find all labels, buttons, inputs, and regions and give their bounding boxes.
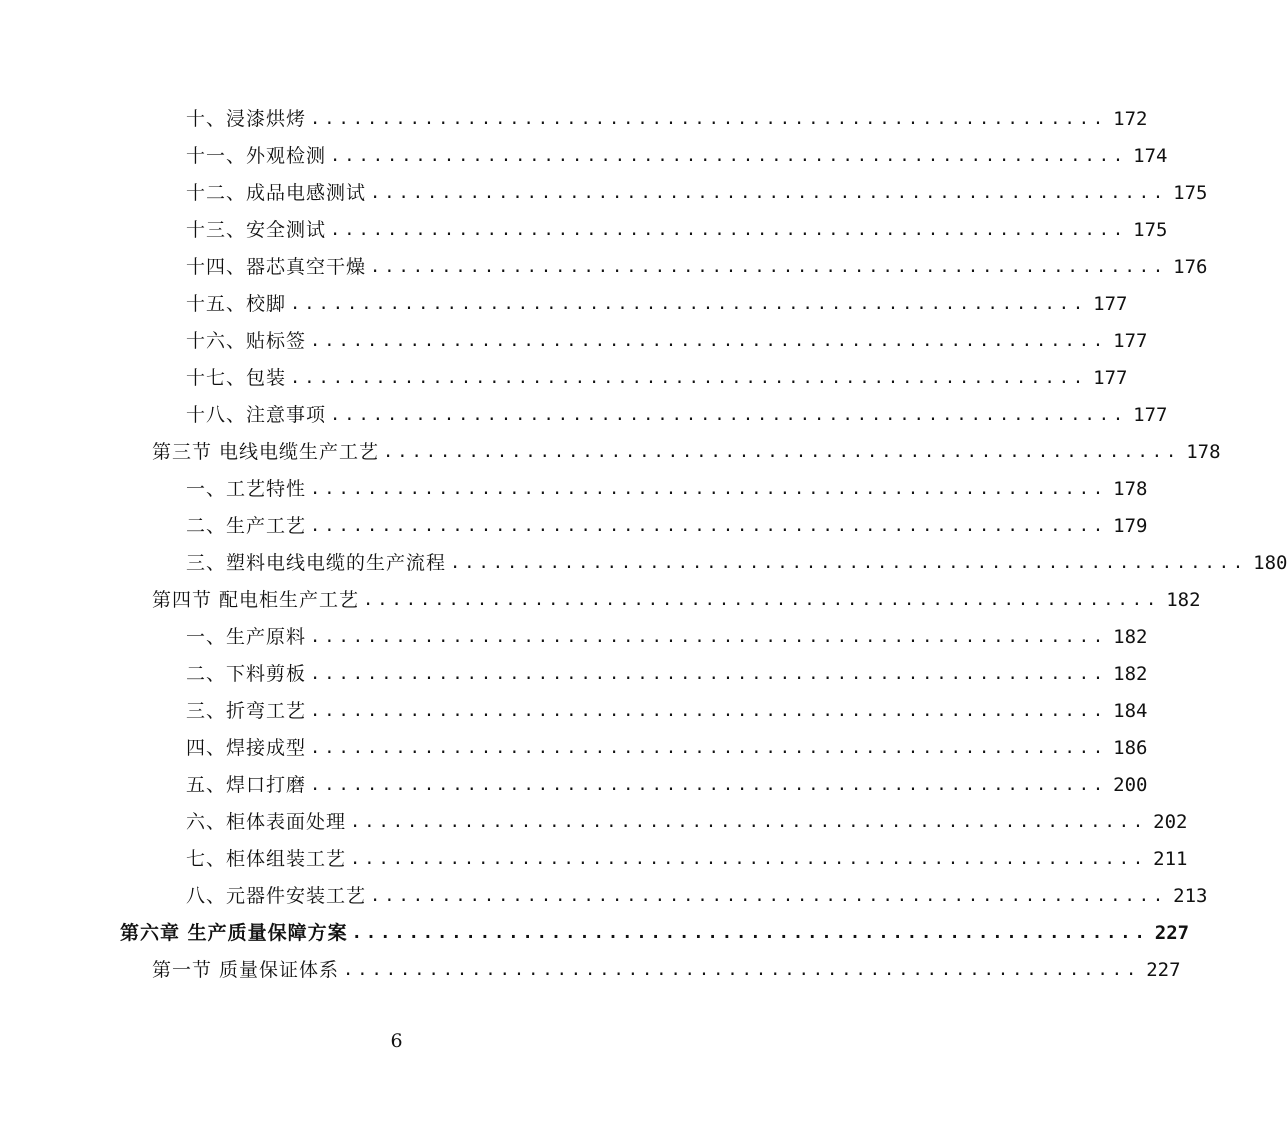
toc-entry-title: 三、折弯工艺	[186, 700, 307, 722]
toc-entry-title: 十三、安全测试	[186, 219, 327, 241]
dot-leader: ........................................................	[310, 627, 1108, 647]
toc-entry[interactable]	[186, 508, 1148, 545]
toc-entry-title: 一、生产原料	[186, 626, 307, 648]
toc-entry-title: 二、生产工艺	[186, 515, 307, 537]
toc-entry-page: 174	[1133, 145, 1168, 167]
toc-entry-page: 178	[1113, 478, 1148, 500]
toc-entry[interactable]	[186, 545, 1288, 582]
toc-entry-title: 七、柜体组装工艺	[186, 848, 347, 870]
dot-leader: ........................................................	[310, 331, 1108, 351]
toc-entry-page: 184	[1113, 700, 1148, 722]
dot-leader: ........................................................	[290, 294, 1088, 314]
toc-entry-title: 八、元器件安装工艺	[186, 885, 367, 907]
toc-entry-title: 第三节 电线电缆生产工艺	[152, 441, 380, 463]
dot-leader: ........................................................	[383, 442, 1181, 462]
toc-entry[interactable]	[186, 360, 1128, 397]
toc-entry[interactable]	[186, 175, 1208, 212]
toc-entry[interactable]	[186, 286, 1128, 323]
toc-section-entry[interactable]	[152, 582, 1201, 619]
toc-entry-title: 十、浸漆烘烤	[186, 108, 307, 130]
toc-entry-title: 五、焊口打磨	[186, 774, 307, 796]
toc-entry[interactable]	[186, 101, 1148, 138]
dot-leader: ........................................................	[350, 849, 1148, 869]
toc-entry-page: 178	[1186, 441, 1221, 463]
toc-entry-page: 177	[1133, 404, 1168, 426]
toc-entry-page: 227	[1146, 959, 1181, 981]
toc-entry-page: 180	[1253, 552, 1288, 574]
toc-entry-page: 176	[1173, 256, 1208, 278]
toc-entry-page: 202	[1153, 811, 1188, 833]
toc-entry-page: 186	[1113, 737, 1148, 759]
toc-entry-title: 第四节 配电柜生产工艺	[152, 589, 360, 611]
dot-leader: ........................................................	[310, 664, 1108, 684]
dot-leader: ........................................................	[363, 590, 1161, 610]
toc-entry[interactable]	[186, 804, 1188, 841]
dot-leader: ........................................................	[370, 183, 1168, 203]
dot-leader: ........................................................	[310, 109, 1108, 129]
toc-entry-page: 172	[1113, 108, 1148, 130]
dot-leader: ........................................................	[310, 479, 1108, 499]
dot-leader: ........................................................	[351, 923, 1149, 943]
toc-entry-page: 213	[1173, 885, 1208, 907]
toc-entry-page: 179	[1113, 515, 1148, 537]
toc-entry-page: 200	[1113, 774, 1148, 796]
toc-entry-title: 十四、器芯真空干燥	[186, 256, 367, 278]
toc-entry[interactable]	[186, 249, 1208, 286]
dot-leader: ........................................................	[290, 368, 1088, 388]
toc-entry-page: 182	[1113, 663, 1148, 685]
toc-entry[interactable]	[186, 693, 1148, 730]
toc-entry-title: 十七、包装	[186, 367, 287, 389]
toc-entry-title: 十八、注意事项	[186, 404, 327, 426]
toc-entry-title: 第六章 生产质量保障方案	[120, 922, 348, 944]
dot-leader: ........................................................	[450, 553, 1248, 573]
toc-entry-title: 一、工艺特性	[186, 478, 307, 500]
toc-entry-title: 十五、校脚	[186, 293, 287, 315]
toc-entry-page: 175	[1173, 182, 1208, 204]
toc-entry[interactable]	[186, 878, 1208, 915]
toc-entry-page: 177	[1093, 367, 1128, 389]
page-number: 6	[390, 1030, 403, 1052]
toc-entry[interactable]	[186, 841, 1188, 878]
toc-section-entry[interactable]	[152, 434, 1221, 471]
dot-leader: ........................................................	[330, 220, 1128, 240]
toc-entry[interactable]	[186, 212, 1168, 249]
toc-entry[interactable]	[186, 656, 1148, 693]
toc-entry[interactable]	[186, 138, 1168, 175]
toc-chapter-entry[interactable]	[120, 915, 1190, 952]
toc-entry-title: 第一节 质量保证体系	[152, 959, 340, 981]
toc-entry-title: 三、塑料电线电缆的生产流程	[186, 552, 447, 574]
toc-entry-page: 175	[1133, 219, 1168, 241]
toc-entry-title: 六、柜体表面处理	[186, 811, 347, 833]
toc-entry-title: 十一、外观检测	[186, 145, 327, 167]
toc-entry-title: 十二、成品电感测试	[186, 182, 367, 204]
toc-entry[interactable]	[186, 767, 1148, 804]
dot-leader: ........................................................	[330, 146, 1128, 166]
toc-entry[interactable]	[186, 397, 1168, 434]
toc-entry[interactable]	[186, 730, 1148, 767]
toc-entry-title: 二、下料剪板	[186, 663, 307, 685]
dot-leader: ........................................................	[310, 775, 1108, 795]
dot-leader: ........................................................	[310, 701, 1108, 721]
dot-leader: ........................................................	[330, 405, 1128, 425]
toc-entry[interactable]	[186, 471, 1148, 508]
toc-entry[interactable]	[186, 619, 1148, 656]
toc-entry-title: 四、焊接成型	[186, 737, 307, 759]
toc-entry-page: 211	[1153, 848, 1188, 870]
toc-entry-page: 227	[1154, 922, 1190, 944]
toc-entry-page: 182	[1113, 626, 1148, 648]
toc-entry-page: 182	[1166, 589, 1201, 611]
toc-entry-title: 十六、贴标签	[186, 330, 307, 352]
dot-leader: ........................................................	[370, 257, 1168, 277]
dot-leader: ........................................................	[370, 886, 1168, 906]
dot-leader: ........................................................	[310, 516, 1108, 536]
toc-entry-page: 177	[1093, 293, 1128, 315]
dot-leader: ........................................................	[343, 960, 1141, 980]
dot-leader: ........................................................	[350, 812, 1148, 832]
toc-entry[interactable]	[186, 323, 1148, 360]
toc-entry-page: 177	[1113, 330, 1148, 352]
dot-leader: ........................................................	[310, 738, 1108, 758]
toc-section-entry[interactable]	[152, 952, 1181, 989]
